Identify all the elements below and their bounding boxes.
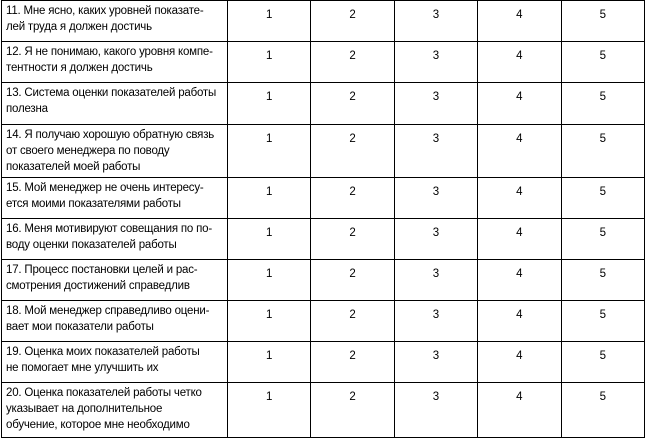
rating-cell-4: 4 (478, 342, 561, 383)
rating-cell-2: 2 (311, 1, 394, 42)
rating-cell-1: 1 (228, 219, 311, 260)
table-row (2, 42, 645, 83)
table-row (2, 1, 645, 42)
rating-cell-3: 3 (394, 219, 477, 260)
rating-cell-5: 5 (561, 260, 644, 301)
rating-cell-3: 3 (394, 125, 477, 178)
rating-cell-1: 1 (228, 383, 311, 438)
rating-cell-2: 2 (311, 342, 394, 383)
table-row (2, 219, 645, 260)
table-row (2, 301, 645, 342)
rating-cell-5: 5 (561, 383, 644, 438)
rating-cell-4: 4 (478, 219, 561, 260)
table-row (2, 178, 645, 219)
rating-cell-2: 2 (311, 83, 394, 125)
rating-cell-3: 3 (394, 260, 477, 301)
rating-cell-3: 3 (394, 178, 477, 219)
rating-cell-1: 1 (228, 1, 311, 42)
question-text: 13. Система оценки показателей работы полезна (6, 87, 217, 115)
question-text: 12. Я не понимаю, какого уровня компе- тентности я должен достичь (6, 46, 213, 74)
table-row (2, 260, 645, 301)
rating-cell-4: 4 (478, 178, 561, 219)
question-text: 14. Я получаю хорошую обратную связь от своего менеджера по поводу показателей моей работы (6, 129, 215, 173)
question-text: 20. Оценка показателей работы четко указывает на дополнительное обучение, которое мне необходимо (6, 387, 202, 431)
rating-cell-2: 2 (311, 42, 394, 83)
question-text: 19. Оценка моих показателей работы не помогает мне улучшить их (6, 346, 200, 374)
rating-cell-1: 1 (228, 260, 311, 301)
rating-cell-1: 1 (228, 42, 311, 83)
rating-cell-3: 3 (394, 301, 477, 342)
rating-cell-3: 3 (394, 342, 477, 383)
rating-cell-1: 1 (228, 342, 311, 383)
rating-cell-2: 2 (311, 260, 394, 301)
rating-cell-4: 4 (478, 83, 561, 125)
rating-cell-1: 1 (228, 125, 311, 178)
rating-cell-4: 4 (478, 383, 561, 438)
question-cell (2, 342, 228, 383)
rating-cell-3: 3 (394, 83, 477, 125)
rating-cell-2: 2 (311, 301, 394, 342)
rating-cell-5: 5 (561, 125, 644, 178)
question-cell (2, 219, 228, 260)
question-cell (2, 301, 228, 342)
rating-cell-4: 4 (478, 42, 561, 83)
rating-cell-3: 3 (394, 383, 477, 438)
table-row (2, 383, 645, 438)
question-cell (2, 1, 228, 42)
question-text: 15. Мой менеджер не очень интересу- ется моими показателями работы (6, 182, 204, 210)
question-cell (2, 125, 228, 178)
question-cell (2, 260, 228, 301)
rating-cell-2: 2 (311, 219, 394, 260)
rating-cell-2: 2 (311, 178, 394, 219)
table-row (2, 125, 645, 178)
rating-cell-5: 5 (561, 83, 644, 125)
rating-cell-5: 5 (561, 219, 644, 260)
rating-cell-5: 5 (561, 1, 644, 42)
question-cell (2, 83, 228, 125)
question-cell (2, 178, 228, 219)
rating-cell-1: 1 (228, 178, 311, 219)
survey-table (1, 0, 645, 438)
question-text: 16. Меня мотивируют совещания по по- воду оценки показателей работы (6, 223, 212, 251)
table-row (2, 83, 645, 125)
rating-cell-2: 2 (311, 125, 394, 178)
rating-cell-5: 5 (561, 42, 644, 83)
question-text: 18. Мой менеджер справедливо оцени- вает мои показатели работы (6, 305, 210, 333)
question-text: 17. Процесс постановки целей и рас- смотрения достижений справедлив (6, 264, 198, 292)
rating-cell-3: 3 (394, 42, 477, 83)
rating-cell-4: 4 (478, 260, 561, 301)
rating-cell-2: 2 (311, 383, 394, 438)
rating-cell-3: 3 (394, 1, 477, 42)
rating-cell-1: 1 (228, 301, 311, 342)
question-cell (2, 42, 228, 83)
table-row (2, 342, 645, 383)
rating-cell-5: 5 (561, 178, 644, 219)
rating-cell-4: 4 (478, 125, 561, 178)
question-cell (2, 383, 228, 438)
rating-cell-5: 5 (561, 301, 644, 342)
rating-cell-5: 5 (561, 342, 644, 383)
rating-cell-1: 1 (228, 83, 311, 125)
rating-cell-4: 4 (478, 301, 561, 342)
rating-cell-4: 4 (478, 1, 561, 42)
question-text: 11. Мне ясно, каких уровней показате- лей труда я должен достичь (6, 5, 204, 33)
